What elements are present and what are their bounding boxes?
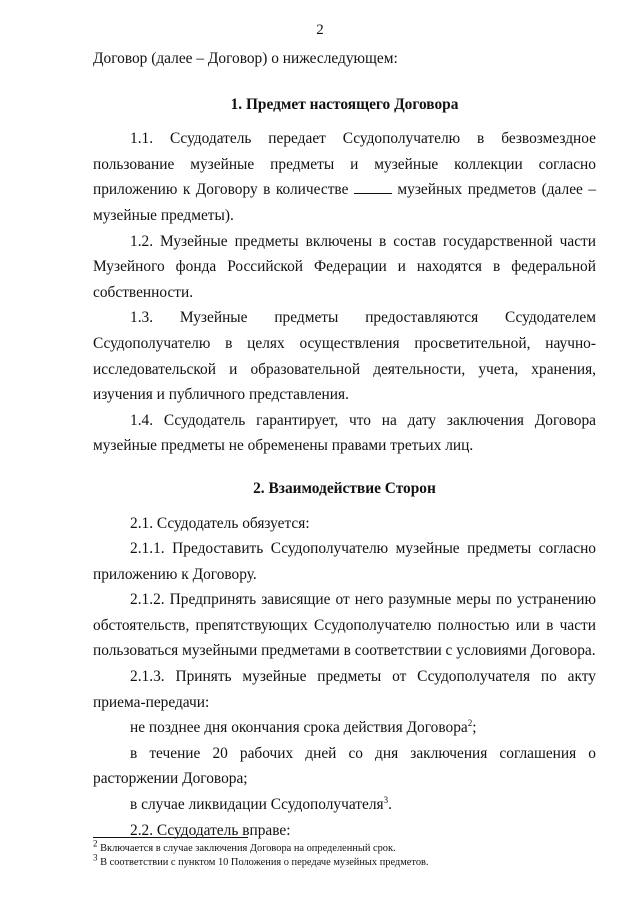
paragraph-1-4: 1.4. Ссудодатель гарантирует, что на дату заключения Договора музейные предметы не обременены правами третьих лиц. xyxy=(93,411,596,455)
footnote-3-text: В соответствии с пунктом 10 Положения о передаче музейных предметов. xyxy=(97,857,429,868)
paragraph-2-2: 2.2. Ссудодатель вправе: xyxy=(130,821,291,839)
paragraph-1-1-end: музейных предметов (далее – музейные предметы). xyxy=(93,181,597,224)
footnote-ref-3[interactable]: 3 xyxy=(383,794,389,805)
paragraph-1-3: 1.3. Музейные предметы предоставляются Ссудодателем Ссудополучателю в целях осуществления просветительной, научно-исследовательской и образовательной деятельности, учета, хранения, изучения и публичного представления. xyxy=(93,309,596,404)
intro-line: Договор (далее – Договор) о нижеследующем: xyxy=(93,50,398,67)
page-number: 2 xyxy=(316,22,324,38)
paragraph-2-1-3: 2.1.3. Принять музейные предметы от Ссудополучателя по акту приема-передачи: xyxy=(93,668,596,711)
list-item-a-text: не позднее дня окончания срока действия Договора xyxy=(130,719,468,737)
footnote-3-mark: 3 xyxy=(93,852,98,863)
paragraph-1-1 xyxy=(93,126,596,228)
list-item-b: в течение 20 рабочих дней со дня заключения соглашения о расторжении Договора; xyxy=(93,744,596,788)
paragraph-2-1-1: 2.1.1. Предоставить Ссудополучателю музейные предметы согласно приложению к Договору. xyxy=(93,540,596,583)
footnote-3 xyxy=(93,852,598,869)
paragraph-1-1-text: 1.1. Ссудодатель передает Ссудополучателю в безвозмездное пользование музейные предметы и музейные коллекции согласно приложению к Договору в количестве xyxy=(93,130,596,199)
section-1-heading: 1. Предмет настоящего Договора xyxy=(230,95,459,113)
paragraph-2-1: 2.1. Ссудодатель обязуется: xyxy=(130,514,310,532)
list-item-c-text: в случае ликвидации Ссудополучателя xyxy=(130,796,384,814)
list-item-c-end: . xyxy=(388,796,392,814)
footnote-2-mark: 2 xyxy=(93,838,98,849)
document-body xyxy=(93,46,596,843)
footnote-2-text: Включается в случае заключения Договора на определенный срок. xyxy=(97,843,396,854)
paragraph-1-2: 1.2. Музейные предметы включены в состав государственной части Музейного фонда Российской Федерации и находятся в федеральной собственности. xyxy=(93,232,596,301)
paragraph-2-1-2: 2.1.2. Предпринять зависящие от него разумные меры по устранению обстоятельств, препятствующих Ссудополучателю полностью или в части пользоваться музейными предметами в соответствии с условиями Договора. xyxy=(93,591,596,660)
list-item-a xyxy=(93,715,596,741)
list-item-c xyxy=(93,792,596,818)
footnote-2 xyxy=(93,838,598,855)
section-2-heading: 2. Взаимодействие Сторон xyxy=(253,479,436,497)
quantity-blank xyxy=(354,179,392,194)
list-item-a-end: ; xyxy=(472,719,477,737)
footnote-divider xyxy=(93,837,248,838)
footnote-ref-2[interactable]: 2 xyxy=(467,718,473,729)
